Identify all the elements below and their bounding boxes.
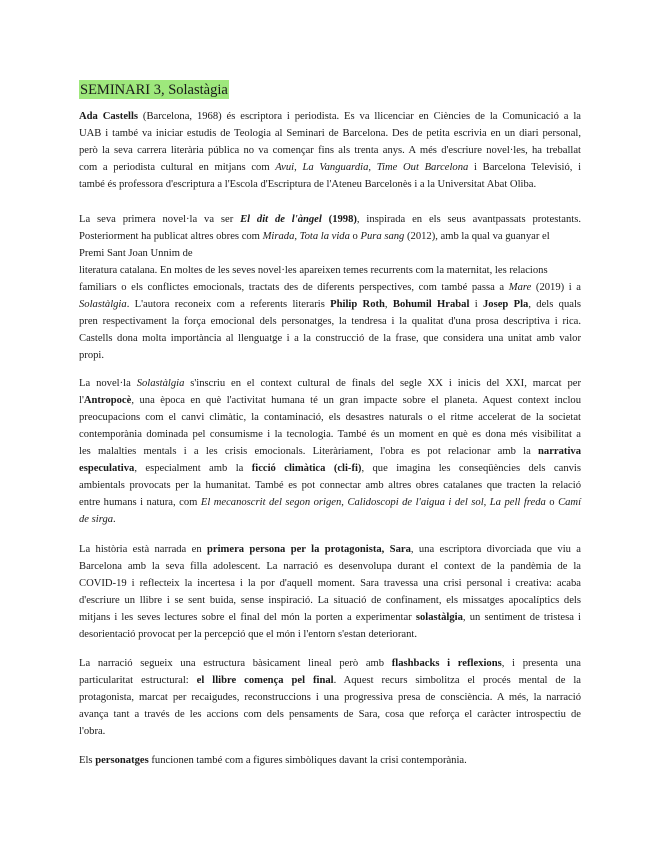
author-name: Ada Castells: [79, 111, 139, 122]
text-span: ,: [341, 497, 348, 508]
text-span: , i presenta una: [501, 658, 581, 669]
bold-text: primera persona per la protagonista, Sara: [207, 544, 411, 555]
text-span: com a periodista cultural en mitjans com: [79, 162, 276, 173]
bold-text: el llibre comença pel final: [196, 675, 334, 686]
paragraph-characters: [79, 752, 581, 769]
italic-text: La pell freda: [489, 497, 546, 508]
text-span: , inspirada en els seus avantpassats protestants.: [356, 214, 581, 225]
text-line: [79, 443, 581, 460]
page-title-text: SEMINARI 3, Solastàgia: [80, 82, 228, 98]
text-line: però la seva carrera literària pública no va començar fins als trenta anys. A més d'escriure novel·les, ha treballat: [79, 145, 581, 156]
text-span: , especialment amb la: [134, 463, 252, 474]
text-span: . Aquest recurs simbolitza el procés mental de la: [333, 675, 582, 686]
italic-text: Calidoscopi de l'aigua i del sol: [347, 497, 484, 508]
text-line: [79, 655, 581, 672]
text-line: [79, 672, 581, 689]
text-line: [79, 279, 581, 296]
bold-text: narrativa: [538, 446, 581, 457]
text-line: [79, 609, 581, 626]
text-span: , que imagina les conseqüències dels canvis: [361, 463, 581, 474]
text-span: . L'autora reconeix com a referents literaris: [126, 299, 331, 310]
text-span: l': [79, 395, 84, 406]
text-span: particularitat estructural:: [79, 675, 197, 686]
bold-italic-title: El dit de l'àngel: [240, 214, 322, 225]
text-line: UAB i també va iniciar estudis de Teologia al Seminari de Barcelona. Des de petita escrivia en un diari personal,: [79, 128, 581, 139]
text-line: d'escriure un llibre i se sent buida, sense inspiració. La situació de confinament, els missatges apocalíptics dels: [79, 595, 581, 606]
italic-text: Solastàlgia: [136, 378, 185, 389]
italic-text: Pura sang: [360, 231, 405, 242]
paragraph-author-bio: [79, 108, 581, 193]
text-span: o: [349, 231, 361, 242]
bold-text: personatges: [95, 755, 149, 766]
italic-text: Tota la vida: [299, 231, 350, 242]
text-line: protagonista, marcat per recaigudes, reconstruccions i una progressiva presa de consciència. A més, la narració: [79, 692, 581, 703]
text-line: pren respectivament la força emocional dels personatges, la tendresa i la qualitat d'una prosa descriptiva i rica.: [79, 316, 581, 327]
text-line: [79, 752, 581, 769]
text-line: avança tant a través de les accions com dels pensaments de Sara, cosa que reforça el caràcter introspectiu de: [79, 709, 581, 720]
text-span: Posteriorment ha publicat altres obres com: [79, 231, 263, 242]
bold-text: especulativa: [79, 463, 135, 474]
text-span: funcionen també com a figures simbòliques davant la crisi contemporània.: [148, 755, 467, 766]
text-span: , una època en què l'activitat humana té un gran impacte sobre el planeta. Aquest context inclou: [131, 395, 581, 406]
bold-text: Josep Pla: [483, 299, 529, 310]
bold-text: flashbacks i reflexions: [391, 658, 502, 669]
text-span: .: [113, 514, 116, 525]
text-line: [79, 541, 581, 558]
italic-text: de sirga: [79, 514, 114, 525]
text-line: literatura catalana. En moltes de les seves novel·les apareixen temes recurrents com la maternitat, les relacions: [79, 265, 548, 276]
text-line: COVID-19 i reflecteix la incertesa i la por d'aquell moment. Sara travessa una crisi personal i creativa: acaba: [79, 578, 581, 589]
text-span: La seva primera novel·la va ser: [79, 214, 241, 225]
text-span: o: [545, 497, 559, 508]
text-span: La narració segueix una estructura bàsicament lineal però amb: [79, 658, 392, 669]
text-line: [79, 228, 581, 245]
text-span: (2012), amb la qual va guanyar el: [404, 231, 550, 242]
italic-text: Time Out Barcelona: [376, 162, 469, 173]
text-span: entre humans i natura, com: [79, 497, 201, 508]
italic-text: El mecanoscrit del segon origen: [200, 497, 342, 508]
text-line: [79, 159, 581, 176]
italic-text: Mirada: [262, 231, 295, 242]
italic-text: Camí: [558, 497, 582, 508]
text-span: (Barcelona, 1968) és escriptora i periodista. Es va llicenciar en Ciències de la Comunicació a la: [138, 111, 581, 122]
text-span: , una escriptora divorciada que viu a: [410, 544, 582, 555]
text-span: ,: [294, 162, 303, 173]
text-line: [79, 494, 581, 511]
paragraph-structure: [79, 655, 581, 740]
text-span: , un sentiment de tristesa i: [462, 612, 582, 623]
text-span: (2019) i a: [531, 282, 582, 293]
paragraph-plot: [79, 541, 581, 643]
bold-text: Bohumil Hrabal: [392, 299, 470, 310]
text-line: [79, 460, 581, 477]
text-span: s'inscriu en el context cultural de finals del segle XX i inicis del XXI, marcat per: [184, 378, 581, 389]
text-line: [79, 108, 581, 125]
text-span: i: [469, 299, 483, 310]
page-title: [79, 80, 229, 99]
text-line: l'obra.: [79, 726, 106, 737]
text-span: La novel·la: [79, 378, 137, 389]
text-line: [79, 392, 581, 409]
italic-text: Solastàlgia: [79, 299, 127, 310]
text-line: [79, 375, 581, 392]
text-span: La història està narrada en: [79, 544, 207, 555]
text-span: Els: [79, 755, 96, 766]
text-line: [79, 296, 581, 313]
text-span: ,: [384, 299, 393, 310]
text-line: propi.: [79, 350, 105, 361]
text-line: desorientació provocat per la percepció que el món i l'entorn s'estan deteriorant.: [79, 629, 417, 640]
bold-text: solastàlgia: [415, 612, 463, 623]
bold-text: ficció climàtica (cli-fi): [251, 463, 362, 474]
text-span: i Barcelona Televisió, i: [468, 162, 582, 173]
bold-text: Philip Roth: [330, 299, 385, 310]
italic-text: La Vanguardia: [302, 162, 369, 173]
text-line: [79, 511, 581, 528]
text-span: familiars o els conflictes emocionals, tractats des de diferents perspectives, com també passa a: [79, 282, 509, 293]
text-line: Premi Sant Joan Unnim de: [79, 248, 193, 259]
text-span: , dels quals: [528, 299, 582, 310]
text-line: preocupacions com el canvi climàtic, la contaminació, els desastres naturals o el ritme accelerat de la societat: [79, 412, 581, 423]
italic-text: Avui: [275, 162, 295, 173]
text-line: ambientals provocats per la humanitat. També es pot connectar amb altres obres catalanes que tracten la relació: [79, 480, 581, 491]
text-line: Barcelona amb la seva filla adolescent. La narració es desenvolupa durant el context de la pandèmia de la: [79, 561, 581, 572]
bold-text: Antropocè: [83, 395, 132, 406]
text-line: Castells dona molta importància al llenguatge i a la construcció de la frase, que considera una unitat amb valor: [79, 333, 581, 344]
text-span: ,: [483, 497, 490, 508]
bold-text: (1998): [321, 214, 357, 225]
paragraph-works: [79, 211, 581, 364]
text-line: també és professora d'escriptura a l'Escola d'Escriptura de l'Ateneu Barcelonès i a la Universitat Abat Oliba.: [79, 179, 537, 190]
italic-text: Mare: [508, 282, 532, 293]
text-line: contemporània dominada pel consumisme i la tecnologia. També és un moment en què es dona més visibilitat a: [79, 429, 581, 440]
text-span: ,: [368, 162, 377, 173]
text-span: ,: [294, 231, 300, 242]
text-span: les malalties mentals i a les crisis emocionals. Literàriament, l'obra es pot relacionar amb la: [79, 446, 539, 457]
paragraph-context: [79, 375, 581, 528]
text-span: mitjans i les seves lectures sobre el final del món la porten a experimentar: [79, 612, 416, 623]
text-line: [79, 211, 581, 228]
